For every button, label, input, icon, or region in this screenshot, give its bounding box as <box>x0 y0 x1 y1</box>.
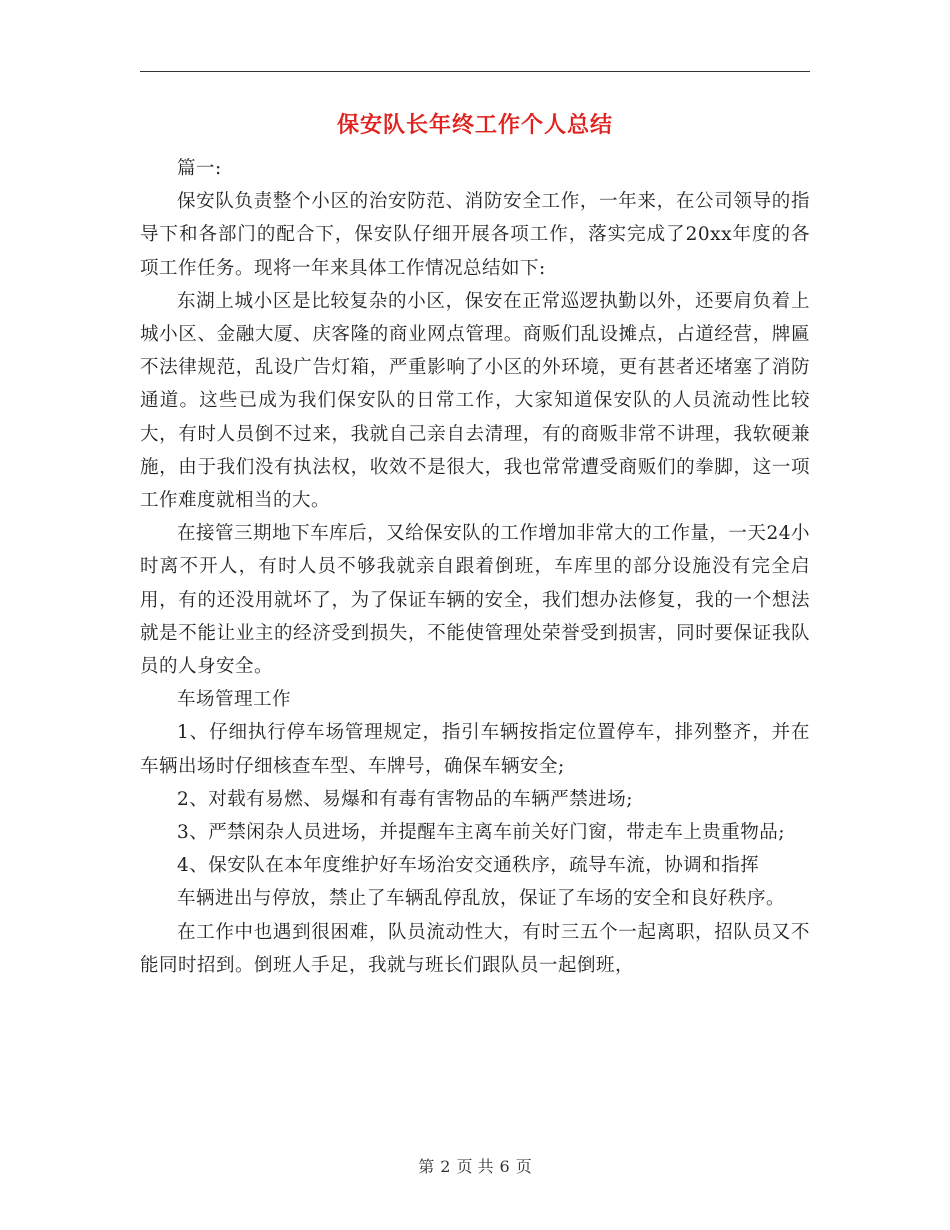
footer-prefix: 第 <box>418 1157 435 1176</box>
page-footer <box>0 1154 950 1177</box>
subsection-heading: 车场管理工作 <box>177 689 292 711</box>
list-item: 1、仔细执行停车场管理规定，指引车辆按指定位置停车，排列整齐，并在车辆出场时仔细核查车型、车牌号，确保车辆安全; <box>140 722 810 777</box>
list-item: 2、对载有易燃、易爆和有毒有害物品的车辆严禁进场; <box>177 788 634 810</box>
footer-middle: 页 共 <box>456 1157 494 1176</box>
paragraph: 保安队负责整个小区的治安防范、消防安全工作，一年来，在公司领导的指导下和各部门的配合下，保安队仔细开展各项工作，落实完成了20xx年度的各项工作任务。现将一年来具体工作情况总结如下: <box>140 191 810 279</box>
section-heading: 篇一: <box>177 158 222 179</box>
paragraph: 车辆进出与停放，禁止了车辆乱停乱放，保证了车场的安全和良好秩序。 <box>177 888 786 910</box>
header-rule <box>140 71 810 72</box>
list-item: 3、严禁闲杂人员进场，并提醒车主离车前关好门窗，带走车上贵重物品; <box>177 822 786 844</box>
paragraph: 在工作中也遇到很困难，队员流动性大，有时三五个一起离职，招队员又不能同时招到。倒班人手足，我就与班长们跟队员一起倒班， <box>140 921 810 976</box>
list-item: 4、保安队在本年度维护好车场治安交通秩序，疏导车流，协调和指挥 <box>177 855 760 877</box>
document-title: 保安队长年终工作个人总结 <box>336 112 613 138</box>
paragraph: 东湖上城小区是比较复杂的小区，保安在正常巡逻执勤以外，还要肩负着上城小区、金融大厦、庆客隆的商业网点管理。商贩们乱设摊点，占道经营，牌匾不法律规范，乱设广告灯箱，严重影响了小区的外环境，更有甚者还堵塞了消防通道。这些已成为我们保安队的日常工作，大家知道保安队的人员流动性比较大，有时人员倒不过来，我就自己亲自去清理，有的商贩非常不讲理，我软硬兼施，由于我们没有执法权，收效不是很大，我也常常遭受商贩们的拳脚，这一项工作难度就相当的大。 <box>140 290 810 512</box>
page-total: 6 <box>499 1157 510 1176</box>
footer-suffix: 页 <box>515 1157 532 1176</box>
page-number: 2 <box>440 1157 451 1176</box>
document-body <box>140 152 810 982</box>
paragraph: 在接管三期地下车库后，又给保安队的工作增加非常大的工作量，一天24小时离不开人，有时人员不够我就亲自跟着倒班，车库里的部分设施没有完全启用，有的还没用就坏了，为了保证车辆的安全，我们想办法修复，我的一个想法就是不能让业主的经济受到损失，不能使管理处荣誉受到损害，同时要保证我队员的人身安全。 <box>140 523 810 678</box>
